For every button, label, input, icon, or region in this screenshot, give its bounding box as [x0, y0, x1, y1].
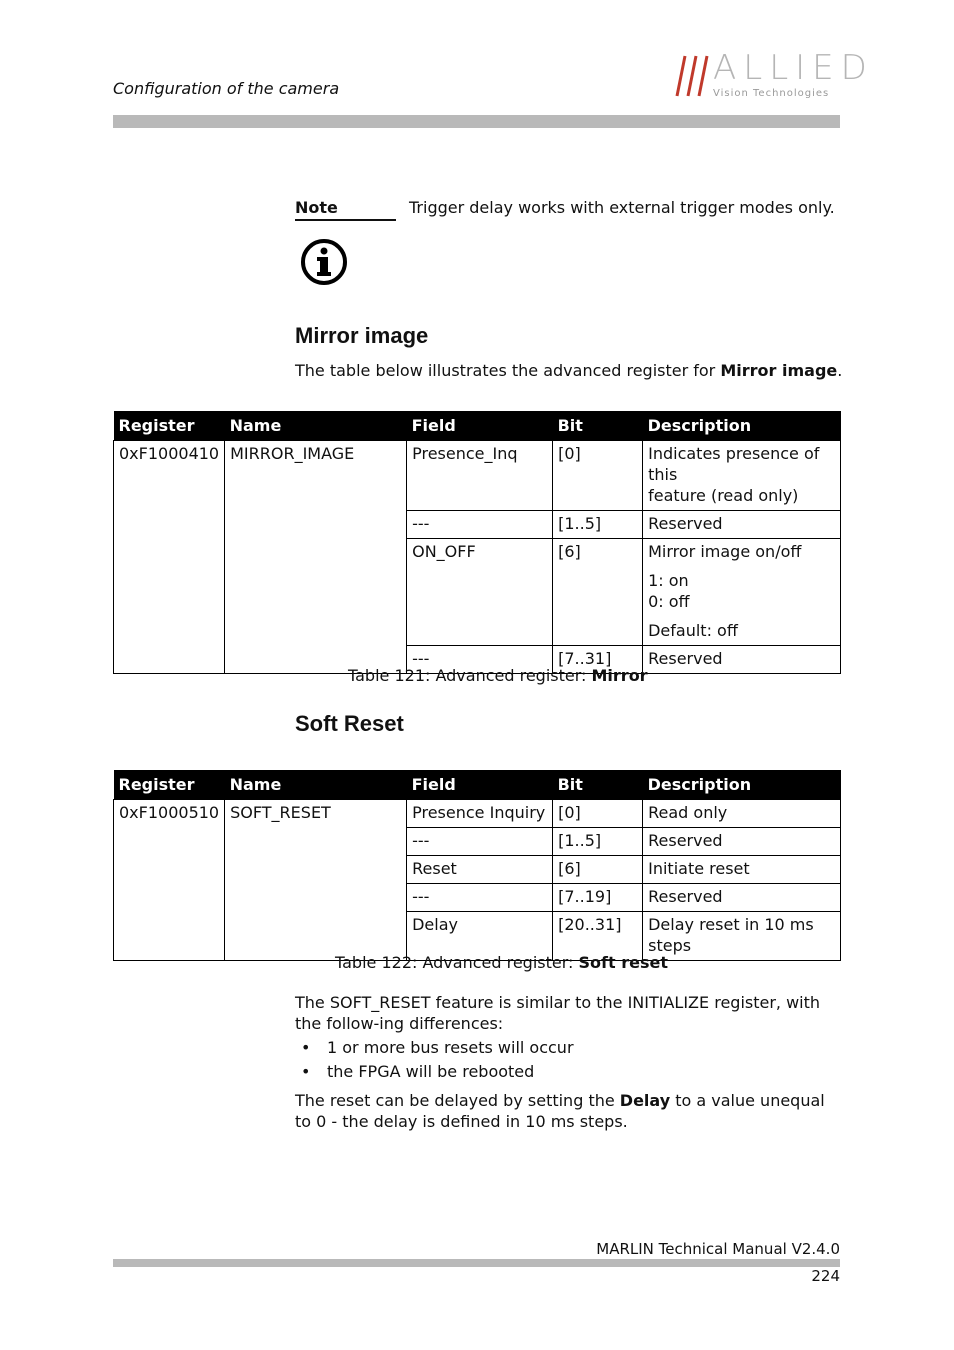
mirror-intro: The table below illustrates the advanced register for Mirror image.	[295, 361, 843, 380]
bit-cell: [1..5]	[553, 828, 643, 856]
list-item: • 1 or more bus resets will occur	[301, 1038, 574, 1057]
column-header: Name	[225, 411, 407, 441]
field-cell: Delay	[407, 912, 553, 961]
field-cell: ---	[407, 884, 553, 912]
column-header: Bit	[553, 770, 643, 800]
footer-manual-title: MARLIN Technical Manual V2.4.0	[596, 1240, 840, 1258]
bit-cell: [20..31]	[553, 912, 643, 961]
soft-reset-register-table	[113, 770, 841, 961]
description-cell: Initiate reset	[643, 856, 841, 884]
description-cell: Reserved	[643, 646, 841, 674]
description-cell: Read only	[643, 800, 841, 828]
register-address: 0xF1000410	[114, 441, 225, 674]
field-cell: Presence Inquiry	[407, 800, 553, 828]
soft-reset-body-2: The reset can be delayed by setting the Delay to a value unequal to 0 - the delay is defined in 10 ms steps.	[295, 1091, 825, 1131]
field-cell: ---	[407, 828, 553, 856]
register-name: SOFT_RESET	[225, 800, 407, 961]
description-cell: Delay reset in 10 ms steps	[643, 912, 841, 961]
mirror-register-table	[113, 411, 841, 674]
bit-cell: [7..31]	[553, 646, 643, 674]
bit-cell: [0]	[553, 441, 643, 511]
header-title: Configuration of the camera	[113, 79, 340, 98]
column-header: Description	[643, 770, 841, 800]
table-row	[114, 441, 841, 511]
description-cell: Reserved	[643, 884, 841, 912]
list-item: • the FPGA will be rebooted	[301, 1062, 535, 1081]
field-cell: ---	[407, 646, 553, 674]
field-cell: Presence_Inq	[407, 441, 553, 511]
soft-reset-body-1: The SOFT_RESET feature is similar to the INITIALIZE register, with the follow-ing differences:	[295, 993, 821, 1033]
soft-reset-heading: Soft Reset	[295, 711, 404, 736]
field-cell: Reset	[407, 856, 553, 884]
column-header: Field	[407, 411, 553, 441]
column-header: Bit	[553, 411, 643, 441]
bit-cell: [6]	[553, 856, 643, 884]
bullet-icon: •	[301, 1062, 311, 1081]
table-header-row	[114, 770, 841, 800]
header-rule	[113, 115, 840, 128]
allied-logo	[668, 48, 874, 104]
column-header: Register	[114, 770, 225, 800]
bit-cell: [0]	[553, 800, 643, 828]
description-cell: Indicates presence of this feature (read only)	[643, 441, 841, 511]
register-address: 0xF1000510	[114, 800, 225, 961]
page-number: 224	[811, 1267, 840, 1285]
footer-rule	[113, 1259, 840, 1267]
column-header: Name	[225, 770, 407, 800]
field-cell: ON_OFF	[407, 539, 553, 646]
note-label: Note	[295, 198, 396, 221]
field-cell: ---	[407, 511, 553, 539]
description-cell: Reserved	[643, 828, 841, 856]
logo-subtitle: Vision Technologies	[713, 88, 830, 99]
logo-wordmark: ALLIED	[713, 48, 874, 88]
table-header-row	[114, 411, 841, 441]
mirror-heading: Mirror image	[295, 323, 429, 348]
logo-slashes-icon	[668, 52, 713, 98]
note-text: Trigger delay works with external trigger modes only.	[409, 198, 835, 217]
bullet-icon: •	[301, 1038, 311, 1057]
bit-cell: [7..19]	[553, 884, 643, 912]
bit-cell: [1..5]	[553, 511, 643, 539]
description-cell: Reserved	[643, 511, 841, 539]
description-cell: Mirror image on/off 1: on 0: off Default: off	[643, 539, 841, 646]
mirror-table-caption: Table 121: Advanced register: Mirror	[348, 666, 648, 685]
table-row	[114, 800, 841, 828]
register-name: MIRROR_IMAGE	[225, 441, 407, 674]
bit-cell: [6]	[553, 539, 643, 646]
column-header: Description	[643, 411, 841, 441]
soft-reset-table-caption: Table 122: Advanced register: Soft reset	[335, 953, 668, 972]
column-header: Register	[114, 411, 225, 441]
info-icon	[300, 238, 348, 286]
column-header: Field	[407, 770, 553, 800]
